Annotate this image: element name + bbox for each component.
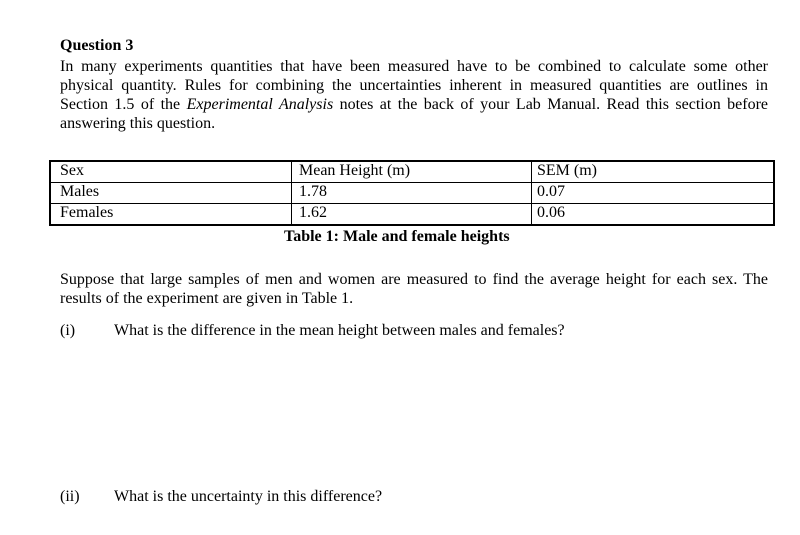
intro-italic-title: Experimental Analysis xyxy=(186,96,334,113)
subquestion-number: (ii) xyxy=(60,488,80,505)
question-title: Question 3 xyxy=(60,37,134,54)
cell-sem: 0.06 xyxy=(532,204,775,226)
header-sem: SEM (m) xyxy=(532,161,775,183)
table-row xyxy=(50,183,774,204)
subquestion-number: (i) xyxy=(60,322,76,339)
cell-sex: Males xyxy=(50,183,292,204)
table-caption: Table 1: Male and female heights xyxy=(284,228,510,245)
header-mean-height: Mean Height (m) xyxy=(292,161,532,183)
intro-text-end: notes at the back of your Lab Manual. Read this section before answering this question. xyxy=(60,96,769,132)
cell-sem: 0.07 xyxy=(532,183,775,204)
intro-paragraph xyxy=(60,57,768,133)
subquestion-text: What is the difference in the mean height between males and females? xyxy=(114,322,565,339)
table-header-row xyxy=(50,161,774,183)
cell-mean-height: 1.62 xyxy=(292,204,532,226)
heights-table xyxy=(49,160,775,226)
subquestion-text: What is the uncertainty in this difference? xyxy=(114,488,383,505)
cell-sex: Females xyxy=(50,204,292,226)
context-paragraph: Suppose that large samples of men and women are measured to find the average height for each sex. The results of the experiment are given in Table 1. xyxy=(60,271,768,307)
header-sex: Sex xyxy=(50,161,292,183)
cell-mean-height: 1.78 xyxy=(292,183,532,204)
intro-text-start: In many experiments quantities that have been measured have to be combined to calculate some other physical quantity. Rules for combining the uncertainties inherent in measured quantities are outlines in Section 1.5 of the xyxy=(60,58,768,113)
table-row xyxy=(50,204,774,226)
